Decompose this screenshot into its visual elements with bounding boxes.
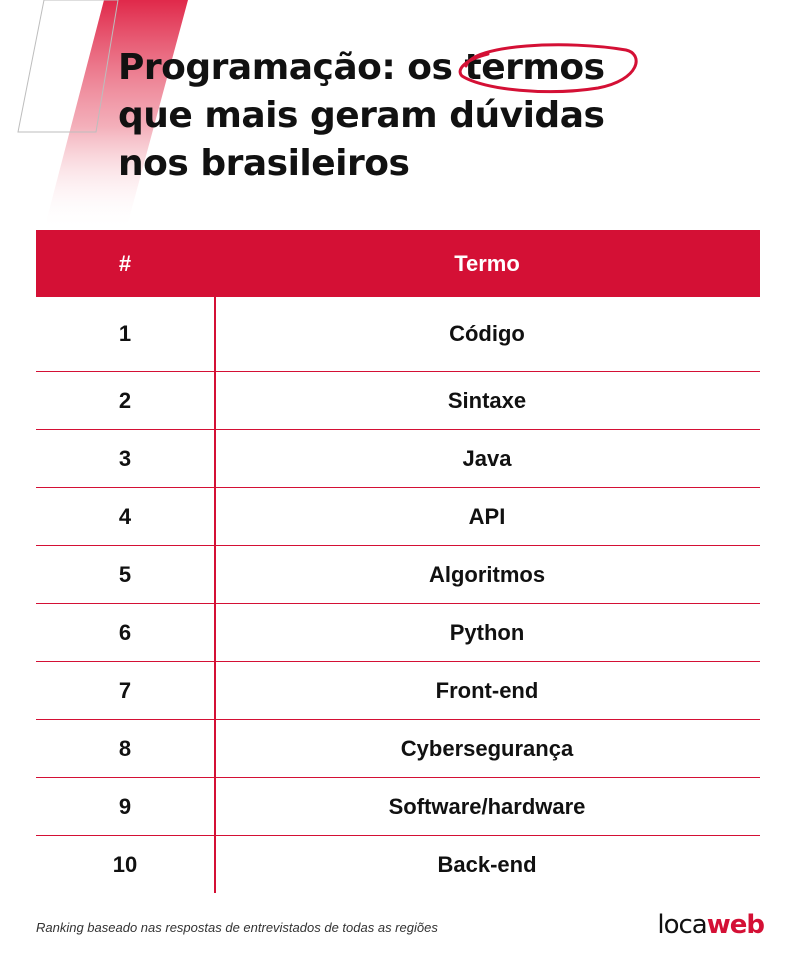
rank-cell: 4 bbox=[118, 503, 132, 529]
rank-cell: 10 bbox=[112, 851, 138, 877]
rank-cell: 6 bbox=[118, 619, 132, 645]
table-row bbox=[36, 719, 760, 777]
term-cell: Código bbox=[449, 321, 525, 346]
rank-cell: 8 bbox=[118, 735, 132, 761]
title-highlight-text: termos bbox=[464, 47, 605, 88]
table-header bbox=[36, 230, 760, 297]
term-cell: Front-end bbox=[435, 677, 539, 703]
table-row bbox=[36, 603, 760, 661]
table-row bbox=[36, 777, 760, 835]
title-line3: nos brasileiros bbox=[118, 143, 410, 184]
title-line2: que mais geram dúvidas bbox=[118, 95, 605, 136]
term-cell: Java bbox=[462, 445, 512, 471]
header-term: Termo bbox=[454, 250, 520, 276]
red-circle-highlight bbox=[448, 36, 648, 96]
logo-part-web: web bbox=[706, 910, 764, 940]
table-row bbox=[36, 297, 760, 371]
term-cell: API bbox=[468, 503, 506, 529]
title-highlighted-word bbox=[464, 44, 604, 92]
page-title bbox=[118, 44, 718, 188]
locaweb-logo bbox=[657, 910, 764, 940]
term-cell: Cybersegurança bbox=[400, 735, 574, 761]
term-cell: Sintaxe bbox=[447, 387, 527, 413]
table-row bbox=[36, 487, 760, 545]
rank-cell: 9 bbox=[118, 793, 132, 819]
table-row bbox=[36, 661, 760, 719]
rank-cell: 2 bbox=[118, 387, 132, 413]
logo-part-loca: loca bbox=[657, 910, 707, 940]
term-cell: Back-end bbox=[437, 851, 537, 877]
ranking-table bbox=[36, 230, 760, 893]
rank-cell: 7 bbox=[118, 677, 132, 703]
rank-cell: 3 bbox=[118, 445, 132, 471]
rank-cell: 1 bbox=[118, 321, 132, 346]
table-row bbox=[36, 371, 760, 429]
title-line1-prefix: Programação: os bbox=[118, 47, 465, 88]
term-cell: Python bbox=[449, 619, 525, 645]
rank-cell: 5 bbox=[118, 561, 132, 587]
table-row bbox=[36, 429, 760, 487]
header-rank: # bbox=[118, 250, 132, 276]
term-cell: Software/hardware bbox=[388, 793, 586, 819]
term-cell: Algoritmos bbox=[428, 561, 546, 587]
table-row bbox=[36, 835, 760, 893]
table-body bbox=[36, 297, 760, 893]
table-row bbox=[36, 545, 760, 603]
footnote: Ranking baseado nas respostas de entrevistados de todas as regiões bbox=[36, 920, 438, 935]
